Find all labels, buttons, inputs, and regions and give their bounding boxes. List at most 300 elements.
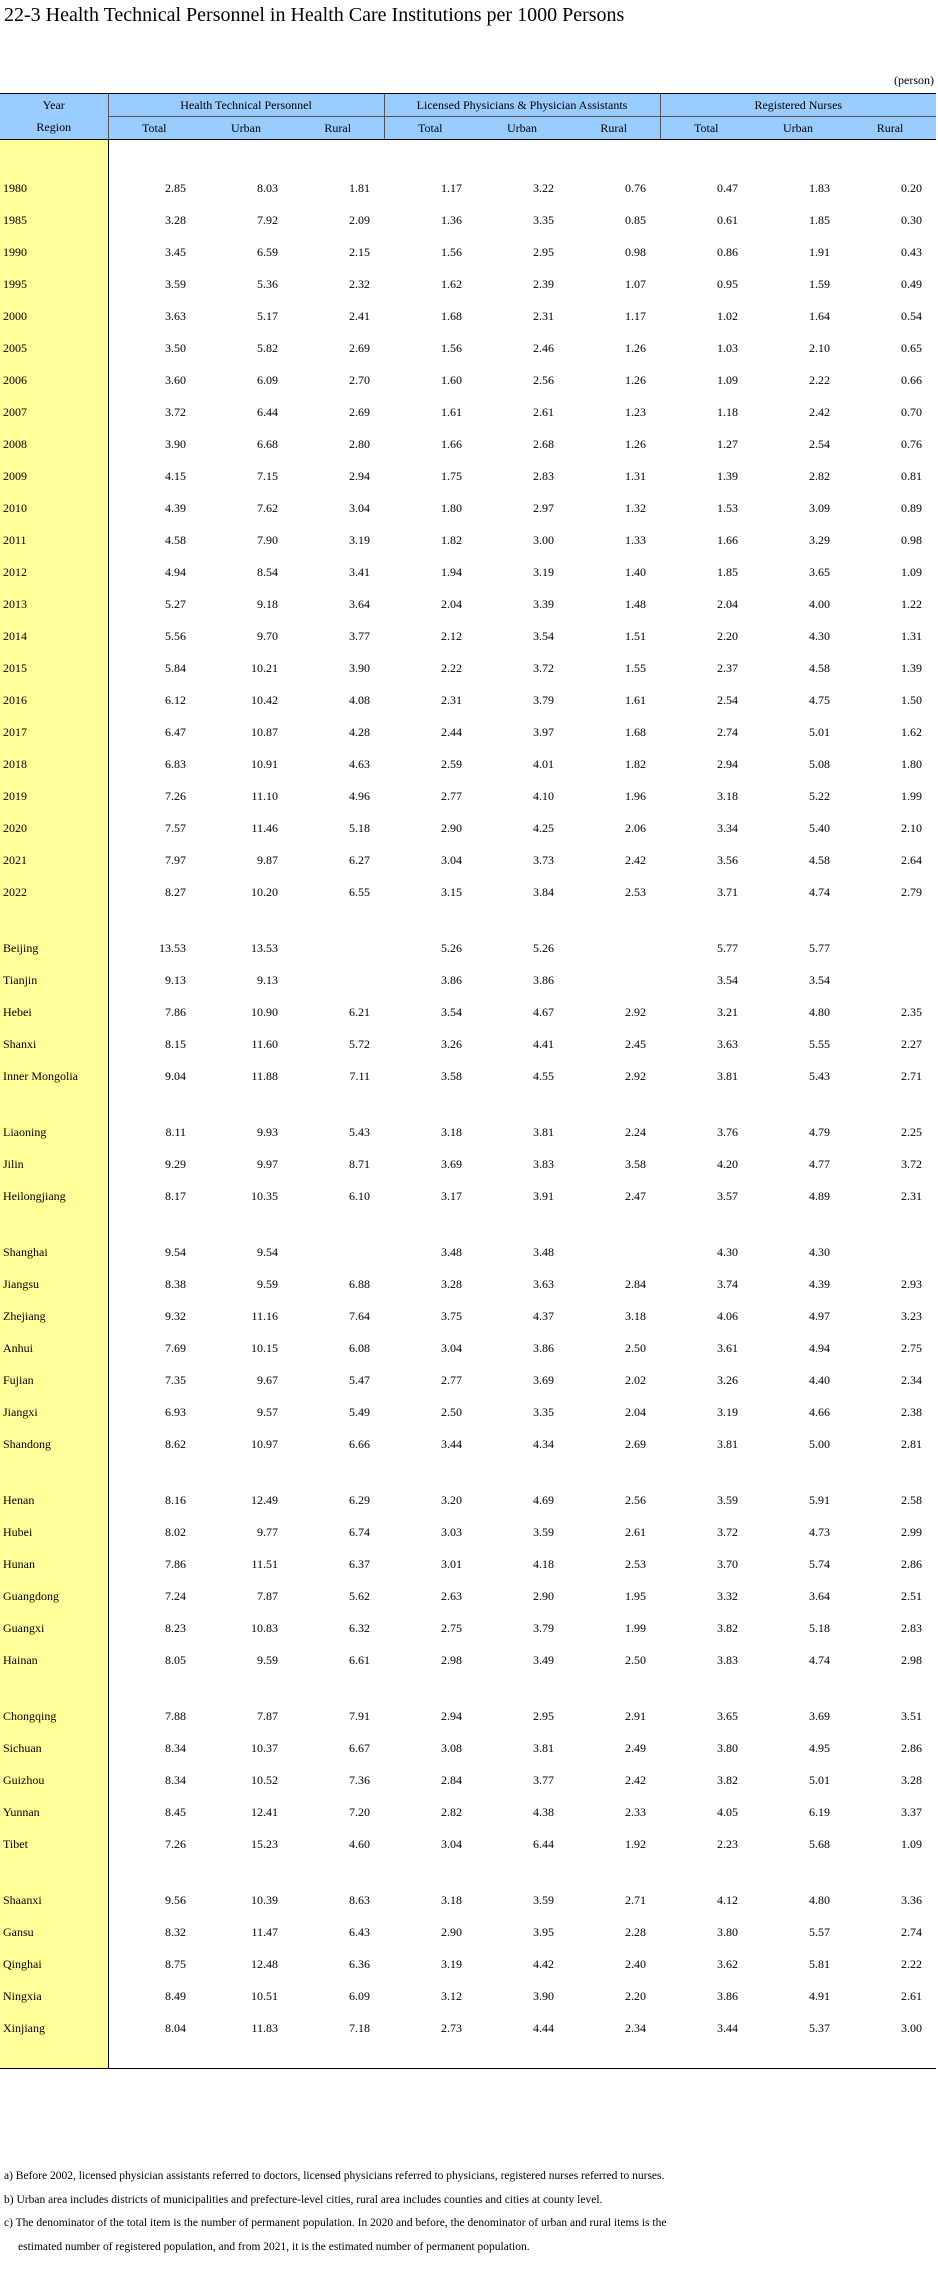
table-cell: 2.46: [533, 340, 554, 355]
table-cell: 1.83: [809, 180, 831, 195]
table-cell: 2.20: [625, 1988, 647, 2003]
row-label: 2000: [0, 300, 108, 332]
table-cell: 2.83: [533, 468, 554, 483]
table-cell: 3.69: [809, 1708, 831, 1723]
region-row: [0, 1828, 936, 1860]
table-cell: 5.01: [809, 724, 831, 739]
table-cell: 6.74: [349, 1524, 370, 1539]
table-cell: 8.54: [257, 564, 278, 579]
table-cell: 5.37: [809, 2020, 831, 2035]
table-cell: 3.54: [717, 972, 739, 987]
region-row: [0, 1700, 936, 1732]
table-cell: 7.62: [257, 500, 278, 515]
table-cell: 4.12: [717, 1892, 739, 1907]
table-cell: 8.75: [165, 1956, 186, 1971]
year-row: [0, 364, 936, 396]
table-cell: 5.26: [441, 940, 462, 955]
table-cell: 1.99: [901, 788, 923, 803]
table-cell: 2.15: [349, 244, 370, 259]
table-cell: 3.90: [349, 660, 370, 675]
table-cell: 2.06: [625, 820, 647, 835]
table-cell: 2.31: [533, 308, 554, 323]
table-cell: 2.84: [625, 1276, 647, 1291]
year-row: [0, 588, 936, 620]
table-cell: 10.51: [251, 1988, 278, 2003]
table-cell: 2.83: [901, 1620, 923, 1635]
table-cell: 2.71: [901, 1068, 923, 1083]
table-cell: [844, 1236, 936, 1268]
table-cell: 8.63: [349, 1892, 370, 1907]
table-cell: 2.51: [901, 1588, 923, 1603]
footnote: a) Before 2002, licensed physician assistants referred to doctors, licensed physicians referred to physicians, registered nurses referred to nurses.: [4, 2170, 665, 2182]
spacer-row: [0, 1092, 936, 1116]
table-cell: 3.81: [717, 1068, 739, 1083]
table-cell: 2.90: [533, 1588, 554, 1603]
table-cell: 2.85: [165, 180, 186, 195]
row-label: 2005: [0, 332, 108, 364]
table-cell: 12.49: [251, 1492, 278, 1507]
table-cell: 3.35: [533, 212, 554, 227]
table-cell: 2.20: [717, 628, 739, 643]
row-label: Qinghai: [0, 1948, 108, 1980]
table-cell: 3.91: [533, 1188, 554, 1203]
row-label: Hebei: [0, 996, 108, 1028]
table-cell: 2.59: [441, 756, 462, 771]
table-cell: 8.49: [165, 1988, 186, 2003]
table-cell: 7.20: [349, 1804, 370, 1819]
table-cell: 1.07: [625, 276, 647, 291]
table-cell: 7.35: [165, 1372, 186, 1387]
year-row: [0, 492, 936, 524]
table-cell: 4.38: [533, 1804, 554, 1819]
table-cell: 9.93: [257, 1124, 278, 1139]
region-row: [0, 1428, 936, 1460]
table-cell: 9.54: [165, 1244, 186, 1259]
table-cell: 2.22: [441, 660, 462, 675]
table-cell: 2.69: [349, 340, 370, 355]
table-cell: 9.67: [257, 1372, 278, 1387]
table-cell: 3.35: [533, 1404, 554, 1419]
table-cell: 8.45: [165, 1804, 186, 1819]
table-cell: 1.31: [625, 468, 647, 483]
table-cell: 4.30: [717, 1244, 739, 1259]
table-cell: 8.04: [165, 2020, 186, 2035]
table-cell: 6.44: [257, 404, 278, 419]
table-cell: 3.54: [809, 972, 831, 987]
page-title: 22-3 Health Technical Personnel in Health Care Institutions per 1000 Persons: [4, 4, 625, 26]
table-cell: 3.72: [901, 1156, 923, 1171]
table-cell: 5.18: [349, 820, 370, 835]
table-cell: 2.98: [441, 1652, 462, 1667]
table-cell: 3.73: [533, 852, 554, 867]
row-label: Yunnan: [0, 1796, 108, 1828]
table-cell: 2.91: [625, 1708, 647, 1723]
row-label: Shanghai: [0, 1236, 108, 1268]
table-cell: 4.94: [809, 1340, 831, 1355]
table-cell: 2.82: [809, 468, 831, 483]
row-label: Jiangxi: [0, 1396, 108, 1428]
row-label: 2007: [0, 396, 108, 428]
table-cell: 2.95: [533, 244, 554, 259]
header-total: Total: [384, 117, 476, 140]
table-cell: 2.12: [441, 628, 462, 643]
table-cell: 3.70: [717, 1556, 739, 1571]
table-cell: 0.30: [901, 212, 923, 227]
table-cell: 1.48: [625, 596, 647, 611]
row-label: Gansu: [0, 1916, 108, 1948]
table-cell: 7.86: [165, 1556, 186, 1571]
table-cell: 2.04: [625, 1404, 647, 1419]
table-cell: 0.47: [717, 180, 739, 195]
table-cell: 1.26: [625, 340, 647, 355]
table-cell: 5.36: [257, 276, 278, 291]
table-cell: 3.49: [533, 1652, 554, 1667]
table-cell: 3.65: [809, 564, 831, 579]
table-cell: 9.57: [257, 1404, 278, 1419]
year-row: [0, 812, 936, 844]
table-cell: 3.84: [533, 884, 554, 899]
table-cell: 1.23: [625, 404, 647, 419]
region-row: [0, 1364, 936, 1396]
table-cell: 1.61: [441, 404, 462, 419]
table-cell: 11.46: [251, 820, 278, 835]
table-cell: 10.52: [251, 1772, 278, 1787]
table-cell: 1.66: [441, 436, 462, 451]
table-cell: 8.15: [165, 1036, 186, 1051]
table-cell: 3.01: [441, 1556, 462, 1571]
table-cell: 2.64: [901, 852, 923, 867]
spacer-row: [0, 908, 936, 932]
year-row: [0, 620, 936, 652]
table-cell: 3.86: [533, 1340, 554, 1355]
table-cell: 7.90: [257, 532, 278, 547]
table-cell: 2.94: [349, 468, 370, 483]
table-cell: 10.91: [251, 756, 278, 771]
table-cell: 2.94: [441, 1708, 462, 1723]
table-cell: 9.18: [257, 596, 278, 611]
row-label: 2013: [0, 588, 108, 620]
table-cell: 2.22: [901, 1956, 923, 1971]
table-cell: 10.42: [251, 692, 278, 707]
year-row: [0, 396, 936, 428]
table-cell: 2.86: [901, 1740, 923, 1755]
table-cell: 3.18: [717, 788, 739, 803]
table-cell: 0.49: [901, 276, 923, 291]
table-cell: 1.82: [441, 532, 462, 547]
table-cell: 5.62: [349, 1588, 370, 1603]
header-group-health-technical: Health Technical Personnel: [108, 94, 384, 117]
spacer-row: [0, 1460, 936, 1484]
table-cell: 3.86: [717, 1988, 739, 2003]
table-cell: 8.32: [165, 1924, 186, 1939]
year-row: [0, 652, 936, 684]
table-cell: 8.11: [165, 1124, 186, 1139]
year-row: [0, 268, 936, 300]
table-cell: 3.00: [533, 532, 554, 547]
table-cell: 4.73: [809, 1524, 831, 1539]
region-row: [0, 1396, 936, 1428]
row-label: Jiangsu: [0, 1268, 108, 1300]
table-cell: 1.62: [441, 276, 462, 291]
table-cell: 7.18: [349, 2020, 370, 2035]
table-cell: 4.06: [717, 1308, 739, 1323]
table-cell: 2.98: [901, 1652, 923, 1667]
table-cell: 3.90: [533, 1988, 554, 2003]
table-cell: 2.37: [717, 660, 739, 675]
table-cell: 2.95: [533, 1708, 554, 1723]
table-cell: 5.18: [809, 1620, 831, 1635]
table-cell: 3.20: [441, 1492, 462, 1507]
table-cell: 7.26: [165, 1836, 186, 1851]
region-row: [0, 1116, 936, 1148]
table-cell: 3.80: [717, 1740, 739, 1755]
table-cell: 1.27: [717, 436, 739, 451]
table-cell: 3.26: [441, 1036, 462, 1051]
region-row: [0, 1180, 936, 1212]
table-cell: 4.79: [809, 1124, 831, 1139]
row-label: Inner Mongolia: [0, 1060, 108, 1092]
table-cell: 1.03: [717, 340, 739, 355]
table-cell: 3.23: [901, 1308, 923, 1323]
table-cell: 3.04: [441, 1340, 462, 1355]
table-cell: 6.93: [165, 1404, 186, 1419]
table-cell: 3.51: [901, 1708, 923, 1723]
table-cell: 2.69: [625, 1436, 647, 1451]
table-cell: 1.56: [441, 340, 462, 355]
table-cell: 4.74: [809, 884, 831, 899]
table-cell: 5.77: [717, 940, 739, 955]
table-cell: 3.26: [717, 1372, 739, 1387]
table-cell: 7.15: [257, 468, 278, 483]
table-cell: 7.87: [257, 1588, 278, 1603]
table-cell: 1.53: [717, 500, 739, 515]
footnotes: [4, 2165, 666, 2259]
table-cell: 5.74: [809, 1556, 831, 1571]
row-label: 2012: [0, 556, 108, 588]
table-cell: 5.84: [165, 660, 186, 675]
table-cell: 1.56: [441, 244, 462, 259]
table-cell: 2.90: [441, 1924, 462, 1939]
spacer-row: [0, 140, 936, 173]
table-cell: 4.96: [349, 788, 370, 803]
table-cell: 3.22: [533, 180, 554, 195]
table-cell: 2.82: [441, 1804, 462, 1819]
table-cell: 11.47: [251, 1924, 278, 1939]
row-label: Guangxi: [0, 1612, 108, 1644]
table-cell: 4.41: [533, 1036, 554, 1051]
row-label: 2010: [0, 492, 108, 524]
table-cell: 3.97: [533, 724, 554, 739]
table-cell: 6.66: [349, 1436, 370, 1451]
table-cell: 6.47: [165, 724, 186, 739]
table-cell: 2.61: [625, 1524, 647, 1539]
table-cell: 9.13: [165, 972, 186, 987]
table-cell: 3.69: [533, 1372, 554, 1387]
table-cell: 1.17: [441, 180, 462, 195]
table-cell: 2.04: [717, 596, 739, 611]
table-cell: 0.43: [901, 244, 923, 259]
table-cell: 3.76: [717, 1124, 739, 1139]
footnote: b) Urban area includes districts of municipalities and prefecture-level cities, rural area includes counties and cities at county level.: [4, 2193, 603, 2206]
row-label: Guizhou: [0, 1764, 108, 1796]
table-cell: 3.63: [533, 1276, 554, 1291]
spacer-row: [0, 2044, 936, 2069]
table-cell: 6.09: [257, 372, 278, 387]
table-cell: 0.70: [901, 404, 923, 419]
table-cell: 7.87: [257, 1708, 278, 1723]
table-cell: 7.64: [349, 1308, 370, 1323]
year-row: [0, 332, 936, 364]
table-cell: 1.94: [441, 564, 462, 579]
table-cell: 2.47: [625, 1188, 647, 1203]
table-cell: 1.36: [441, 212, 462, 227]
table-cell: 6.09: [349, 1988, 370, 2003]
table-cell: 10.39: [251, 1892, 278, 1907]
table-cell: 6.67: [349, 1740, 370, 1755]
table-cell: 3.28: [441, 1276, 462, 1291]
spacer-row: [0, 1676, 936, 1700]
table-cell: 4.80: [809, 1004, 831, 1019]
region-row: [0, 1916, 936, 1948]
table-cell: 4.97: [809, 1308, 831, 1323]
table-cell: 3.45: [165, 244, 186, 259]
table-cell: 3.59: [165, 276, 186, 291]
table-cell: 2.56: [533, 372, 554, 387]
table-cell: 8.02: [165, 1524, 186, 1539]
table-cell: 2.34: [625, 2020, 647, 2035]
table-cell: 3.57: [717, 1188, 739, 1203]
table-cell: 4.75: [809, 692, 831, 707]
region-row: [0, 964, 936, 996]
table-cell: 5.56: [165, 628, 186, 643]
table-cell: 3.18: [441, 1892, 462, 1907]
row-label: Ningxia: [0, 1980, 108, 2012]
table-cell: 1.32: [625, 500, 647, 515]
table-cell: 3.36: [901, 1892, 923, 1907]
table-cell: 3.03: [441, 1524, 462, 1539]
table-cell: 10.87: [251, 724, 278, 739]
table-cell: 3.58: [625, 1156, 647, 1171]
header-year: Year: [0, 94, 108, 117]
row-label: Fujian: [0, 1364, 108, 1396]
table-cell: 3.04: [441, 1836, 462, 1851]
region-row: [0, 1764, 936, 1796]
header-total: Total: [108, 117, 200, 140]
region-row: [0, 1580, 936, 1612]
table-cell: 1.92: [625, 1836, 647, 1851]
table-cell: 2.32: [349, 276, 370, 291]
table-cell: 1.80: [441, 500, 462, 515]
table-cell: 9.59: [257, 1652, 278, 1667]
table-cell: 4.05: [717, 1804, 739, 1819]
table-cell: 2.92: [625, 1004, 647, 1019]
table-cell: 3.79: [533, 692, 554, 707]
table-cell: 10.90: [251, 1004, 278, 1019]
data-table: [0, 93, 936, 2069]
table-cell: 10.37: [251, 1740, 278, 1755]
table-cell: [844, 932, 936, 964]
table-cell: 2.44: [441, 724, 462, 739]
table-cell: 2.45: [625, 1036, 647, 1051]
table-cell: 2.74: [717, 724, 739, 739]
header-rural: Rural: [568, 117, 660, 140]
year-row: [0, 236, 936, 268]
table-cell: 3.09: [809, 500, 831, 515]
row-label: 2006: [0, 364, 108, 396]
region-row: [0, 1516, 936, 1548]
table-cell: 3.95: [533, 1924, 554, 1939]
table-cell: 10.15: [251, 1340, 278, 1355]
table-cell: 9.70: [257, 628, 278, 643]
header-rural: Rural: [844, 117, 936, 140]
region-row: [0, 1060, 936, 1092]
table-cell: 3.18: [625, 1308, 647, 1323]
spacer-row: [0, 1212, 936, 1236]
table-cell: 4.34: [533, 1436, 554, 1451]
table-cell: 5.68: [809, 1836, 831, 1851]
year-row: [0, 780, 936, 812]
table-cell: [568, 1236, 660, 1268]
header-rural: Rural: [292, 117, 384, 140]
table-cell: 2.27: [901, 1036, 923, 1051]
table-cell: 1.96: [625, 788, 647, 803]
table-cell: 4.58: [809, 852, 831, 867]
row-label: 2015: [0, 652, 108, 684]
table-cell: 7.36: [349, 1772, 370, 1787]
table-cell: 6.43: [349, 1924, 370, 1939]
table-cell: 6.27: [349, 852, 370, 867]
year-row: [0, 172, 936, 204]
year-row: [0, 460, 936, 492]
table-cell: 3.54: [441, 1004, 462, 1019]
table-cell: 0.81: [901, 468, 923, 483]
table-cell: 6.36: [349, 1956, 370, 1971]
table-cell: 2.38: [901, 1404, 923, 1419]
row-label: Liaoning: [0, 1116, 108, 1148]
table-cell: 9.97: [257, 1156, 278, 1171]
table-cell: 3.15: [441, 884, 462, 899]
table-cell: [568, 964, 660, 996]
table-cell: 4.42: [533, 1956, 554, 1971]
row-label: 2019: [0, 780, 108, 812]
table-cell: 15.23: [251, 1836, 278, 1851]
table-cell: 0.54: [901, 308, 923, 323]
table-cell: 3.81: [533, 1740, 554, 1755]
table-cell: 3.60: [165, 372, 186, 387]
table-cell: 8.16: [165, 1492, 186, 1507]
table-cell: 8.34: [165, 1772, 186, 1787]
table-cell: 4.80: [809, 1892, 831, 1907]
row-label: Shandong: [0, 1428, 108, 1460]
table-cell: 2.84: [441, 1772, 462, 1787]
table-cell: 2.09: [349, 212, 370, 227]
table-cell: 3.62: [717, 1956, 739, 1971]
table-cell: 3.63: [717, 1036, 739, 1051]
table-cell: 3.48: [441, 1244, 462, 1259]
table-cell: 3.61: [717, 1340, 739, 1355]
table-cell: 4.30: [809, 628, 831, 643]
table-cell: 5.27: [165, 596, 186, 611]
footnote: c) The denominator of the total item is the number of permanent population. In 2020 and before, the denominator of urban and rural items is the: [4, 2217, 667, 2229]
table-cell: 5.47: [349, 1372, 370, 1387]
table-cell: 8.27: [165, 884, 186, 899]
table-cell: 3.44: [717, 2020, 739, 2035]
table-cell: 0.89: [901, 500, 923, 515]
row-label: Guangdong: [0, 1580, 108, 1612]
table-cell: 2.28: [625, 1924, 647, 1939]
table-cell: 5.49: [349, 1404, 370, 1419]
table-cell: 6.32: [349, 1620, 370, 1635]
